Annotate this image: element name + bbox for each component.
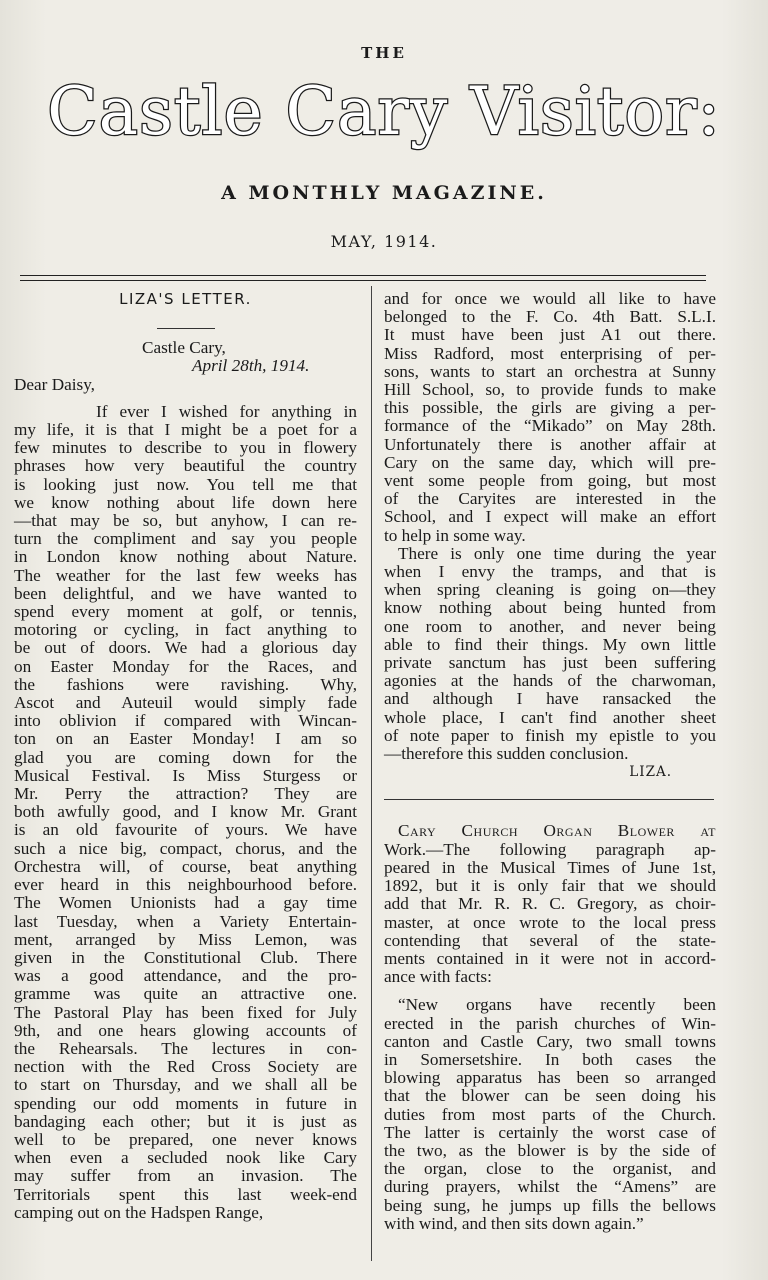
section-rule — [384, 799, 714, 800]
text-line: Ascot and Auteuil would simply fade — [14, 693, 357, 713]
text-line: my life, it is that I might be a poet for a — [14, 420, 357, 440]
text-line: and although I have ransacked the — [384, 689, 716, 709]
text-line: agonies at the hands of the charwoman, — [384, 671, 716, 691]
text-line: the organ, close to the organist, and — [384, 1159, 716, 1179]
text-line: Orchestra will, of course, beat anything — [14, 856, 357, 876]
text-line: glad you are coming down for the — [14, 747, 357, 767]
right-column — [384, 290, 716, 1233]
text-line: in Somersetshire. In both cases the — [384, 1049, 716, 1069]
organ-blower-quote — [384, 996, 716, 1233]
organ-blower-article — [384, 822, 716, 986]
magazine-subtitle: A MONTHLY MAGAZINE. — [221, 182, 547, 204]
text-line: formance of the “Mikado” on May 28th. — [384, 416, 716, 436]
text-line: when spring cleaning is going on—they — [384, 580, 716, 600]
header-double-rule — [20, 275, 706, 281]
text-line: Miss Radford, most enterprising of per- — [384, 343, 716, 363]
text-line: ments contained in it were not in accord- — [384, 948, 716, 968]
left-column — [14, 290, 357, 1222]
text-line: blowing apparatus has been so arranged — [384, 1068, 716, 1088]
text-line: the two, as the blower is by the side of — [384, 1140, 716, 1160]
text-line: vent some people from going, but most — [384, 471, 716, 491]
text-line: motoring or cycling, in fact anything to — [14, 620, 357, 640]
text-line: to help in some way. — [384, 525, 526, 545]
text-line: well to be prepared, one never knows — [14, 1129, 357, 1149]
text-line: “New organs have recently been — [398, 995, 716, 1015]
text-line: when even a secluded nook like Cary — [14, 1148, 357, 1168]
text-line: being sung, he jumps up fills the bellows — [384, 1195, 716, 1215]
text-line: last Tuesday, when a Variety Entertain- — [14, 911, 357, 931]
text-line: Cary Church Organ Blower at — [398, 821, 716, 841]
text-line: able to find their things. My own little — [384, 634, 716, 654]
text-line: nection with the Red Cross Society are — [14, 1057, 357, 1077]
text-line: belonged to the F. Co. 4th Batt. S.L.I. — [384, 307, 716, 327]
letter-body-left — [14, 403, 357, 1222]
text-line: Work.—The following paragraph ap- — [384, 839, 716, 859]
text-line: There is only one time during the year — [398, 543, 716, 563]
text-line: ton on an Easter Monday! I am so — [14, 729, 357, 749]
text-line: with wind, and then sits down again.” — [384, 1213, 644, 1233]
text-line: when I envy the tramps, and that is — [384, 562, 716, 582]
magazine-title: Castle Cary Visitor: — [47, 73, 721, 150]
text-line: erected in the parish churches of Win- — [384, 1013, 716, 1033]
letter-signature: LIZA. — [629, 764, 672, 781]
text-line: duties from most parts of the Church. — [384, 1104, 716, 1124]
text-line: the fashions were ravishing. Why, — [14, 674, 357, 694]
text-line: 1892, but it is only fair that we should — [384, 876, 716, 896]
text-line: —therefore this sudden conclusion. — [384, 744, 629, 764]
text-line: The Pastoral Play has been fixed for July — [14, 1002, 357, 1022]
text-line: few minutes to describe to you in flowery — [14, 438, 357, 458]
letter-salutation: Dear Daisy, — [14, 374, 95, 394]
text-line: spending our odd moments in future in — [14, 1093, 357, 1113]
text-line: bandaging each other; but it is just as — [14, 1111, 357, 1131]
text-line: ment, arranged by Miss Lemon, was — [14, 929, 357, 949]
text-line: Unfortunately there is another affair at — [384, 434, 716, 454]
text-line: whole place, I can't find another sheet — [384, 707, 716, 727]
masthead-the: THE — [361, 44, 407, 62]
text-line: on Easter Monday for the Races, and — [14, 656, 357, 676]
text-line: turn the compliment and say you people — [14, 529, 357, 549]
text-line: camping out on the Hadspen Range, — [14, 1202, 264, 1222]
letter-heading: LIZA'S LETTER. — [119, 290, 252, 308]
heading-rule — [157, 328, 215, 329]
text-line: peared in the Musical Times of June 1st, — [384, 857, 716, 877]
text-line: Territorials spent this last week-end — [14, 1184, 357, 1204]
letter-date: April 28th, 1914. — [192, 356, 310, 376]
text-line: ance with facts: — [384, 967, 492, 987]
text-line: of note paper to finish my epistle to you — [384, 725, 716, 745]
text-line: sons, wants to start an orchestra at Sunny — [384, 361, 716, 381]
text-line: private sanctum has just been suffering — [384, 653, 716, 673]
text-line: know nothing about being hunted from — [384, 598, 716, 618]
text-line: phrases how very beautiful the country — [14, 456, 357, 476]
text-line: The Women Unionists had a gay time — [14, 893, 357, 913]
text-line: to start on Thursday, and we shall all be — [14, 1075, 357, 1095]
text-line: is an old favourite of yours. We have — [14, 820, 357, 840]
text-line: canton and Castle Cary, two small towns — [384, 1031, 716, 1051]
text-line: The weather for the last few weeks has — [14, 565, 357, 585]
column-divider — [371, 286, 372, 1261]
text-line: we know nothing about life down here — [14, 492, 357, 512]
issue-date: MAY, 1914. — [330, 232, 438, 251]
text-line: —that may be so, but anyhow, I can re- — [14, 511, 357, 531]
text-line: Hill School, so, to provide funds to make — [384, 380, 716, 400]
text-line: School, and I expect will make an effort — [384, 507, 716, 527]
text-line: was a good attendance, and the pro- — [14, 966, 357, 986]
text-line: during prayers, whilst the “Amens” are — [384, 1177, 716, 1197]
text-line: been delightful, and we have wanted to — [14, 583, 357, 603]
text-line: 9th, and one hears glowing accounts of — [14, 1020, 357, 1040]
text-line: If ever I wished for anything in — [96, 401, 357, 421]
text-line: Musical Festival. Is Miss Sturgess or — [14, 765, 357, 785]
text-line: contending that several of the state- — [384, 930, 716, 950]
text-line: Cary on the same day, which will pre- — [384, 452, 716, 472]
text-line: may suffer from an invasion. The — [14, 1166, 357, 1186]
text-line: both awfully good, and I know Mr. Grant — [14, 802, 357, 822]
text-line: that the blower can be seen doing his — [384, 1086, 716, 1106]
letter-location: Castle Cary, — [142, 338, 226, 358]
text-line: of the Caryites are interested in the — [384, 489, 716, 509]
text-line: and for once we would all like to have — [384, 289, 716, 308]
text-line: gramme was quite an attractive one. — [14, 984, 357, 1004]
text-line: such a nice big, compact, chorus, and the — [14, 838, 357, 858]
text-line: this possible, the girls are giving a per- — [384, 398, 716, 418]
text-line: in London know nothing about Nature. — [14, 547, 357, 567]
text-line: is looking just now. You tell me that — [14, 474, 357, 494]
text-line: spend every moment at golf, or tennis, — [14, 602, 357, 622]
text-line: be out of doors. We had a glorious day — [14, 638, 357, 658]
letter-body-right-para2 — [384, 545, 716, 763]
text-line: master, at once wrote to the local press — [384, 912, 716, 932]
text-line: The latter is certainly the worst case of — [384, 1122, 716, 1142]
text-line: Mr. Perry the attraction? They are — [14, 784, 357, 804]
text-line: into oblivion if compared with Wincan- — [14, 711, 357, 731]
text-line: ever heard in this neighbourhood before. — [14, 875, 357, 895]
text-line: It must have been just A1 out there. — [384, 325, 716, 345]
text-line: add that Mr. R. R. C. Gregory, as choir- — [384, 894, 716, 914]
letter-body-right — [384, 290, 716, 545]
text-line: given in the Constitutional Club. There — [14, 947, 357, 967]
text-line: one room to another, and never being — [384, 616, 716, 636]
text-line: the Rehearsals. The lectures in con- — [14, 1038, 357, 1058]
